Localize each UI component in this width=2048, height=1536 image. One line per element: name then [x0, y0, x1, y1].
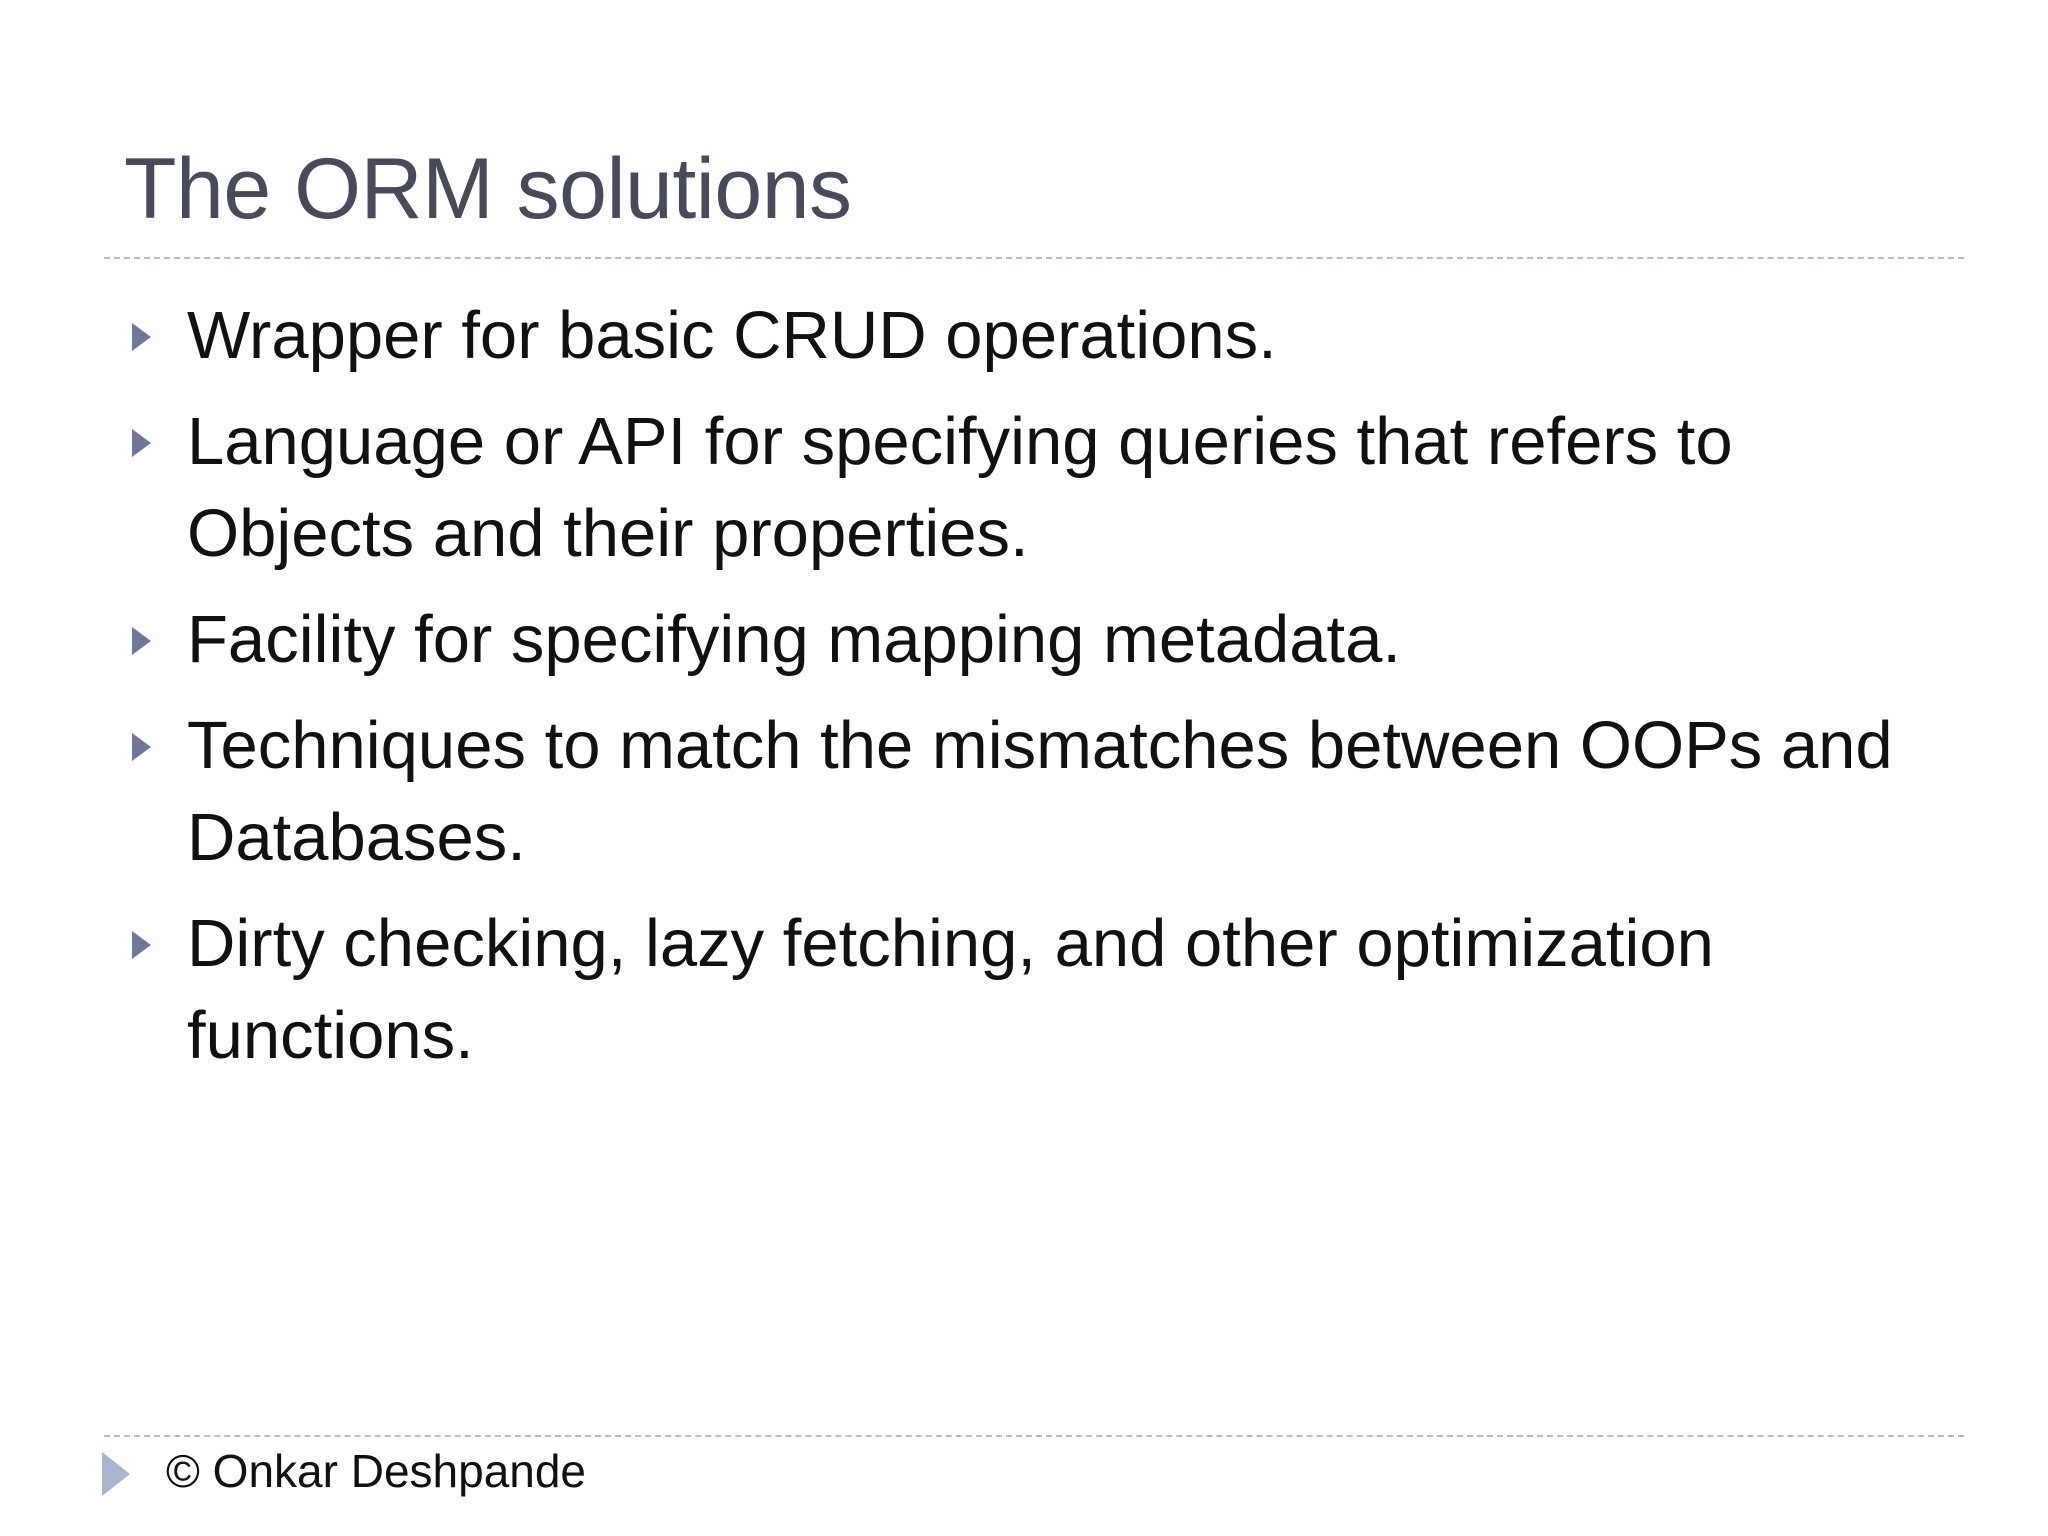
bullet-item: [128, 898, 1908, 1082]
triangle-right-icon: [132, 733, 151, 761]
bullet-item: [128, 290, 1908, 382]
bullet-list: [128, 290, 1908, 1096]
triangle-right-icon: [132, 429, 151, 457]
footer-copyright: © Onkar Deshpande: [166, 1445, 587, 1497]
bullet-item: [128, 700, 1908, 884]
bullet-text: Language or API for specifying queries that refers to Objects and their properties.: [187, 404, 1733, 571]
triangle-right-icon: [132, 931, 151, 959]
bullet-text: Facility for specifying mapping metadata.: [187, 602, 1402, 677]
bullet-text: Dirty checking, lazy fetching, and other optimization functions.: [187, 906, 1714, 1073]
bullet-item: [128, 594, 1908, 686]
bullet-text: Wrapper for basic CRUD operations.: [187, 298, 1277, 373]
triangle-right-icon: [102, 1452, 130, 1496]
triangle-right-icon: [132, 627, 151, 655]
slide-title: The ORM solutions: [124, 141, 852, 237]
footer-divider: [104, 1435, 1964, 1437]
bullet-text: Techniques to match the mismatches between OOPs and Databases.: [187, 708, 1893, 875]
bullet-item: [128, 396, 1908, 580]
triangle-right-icon: [132, 323, 151, 351]
title-divider: [104, 257, 1964, 259]
